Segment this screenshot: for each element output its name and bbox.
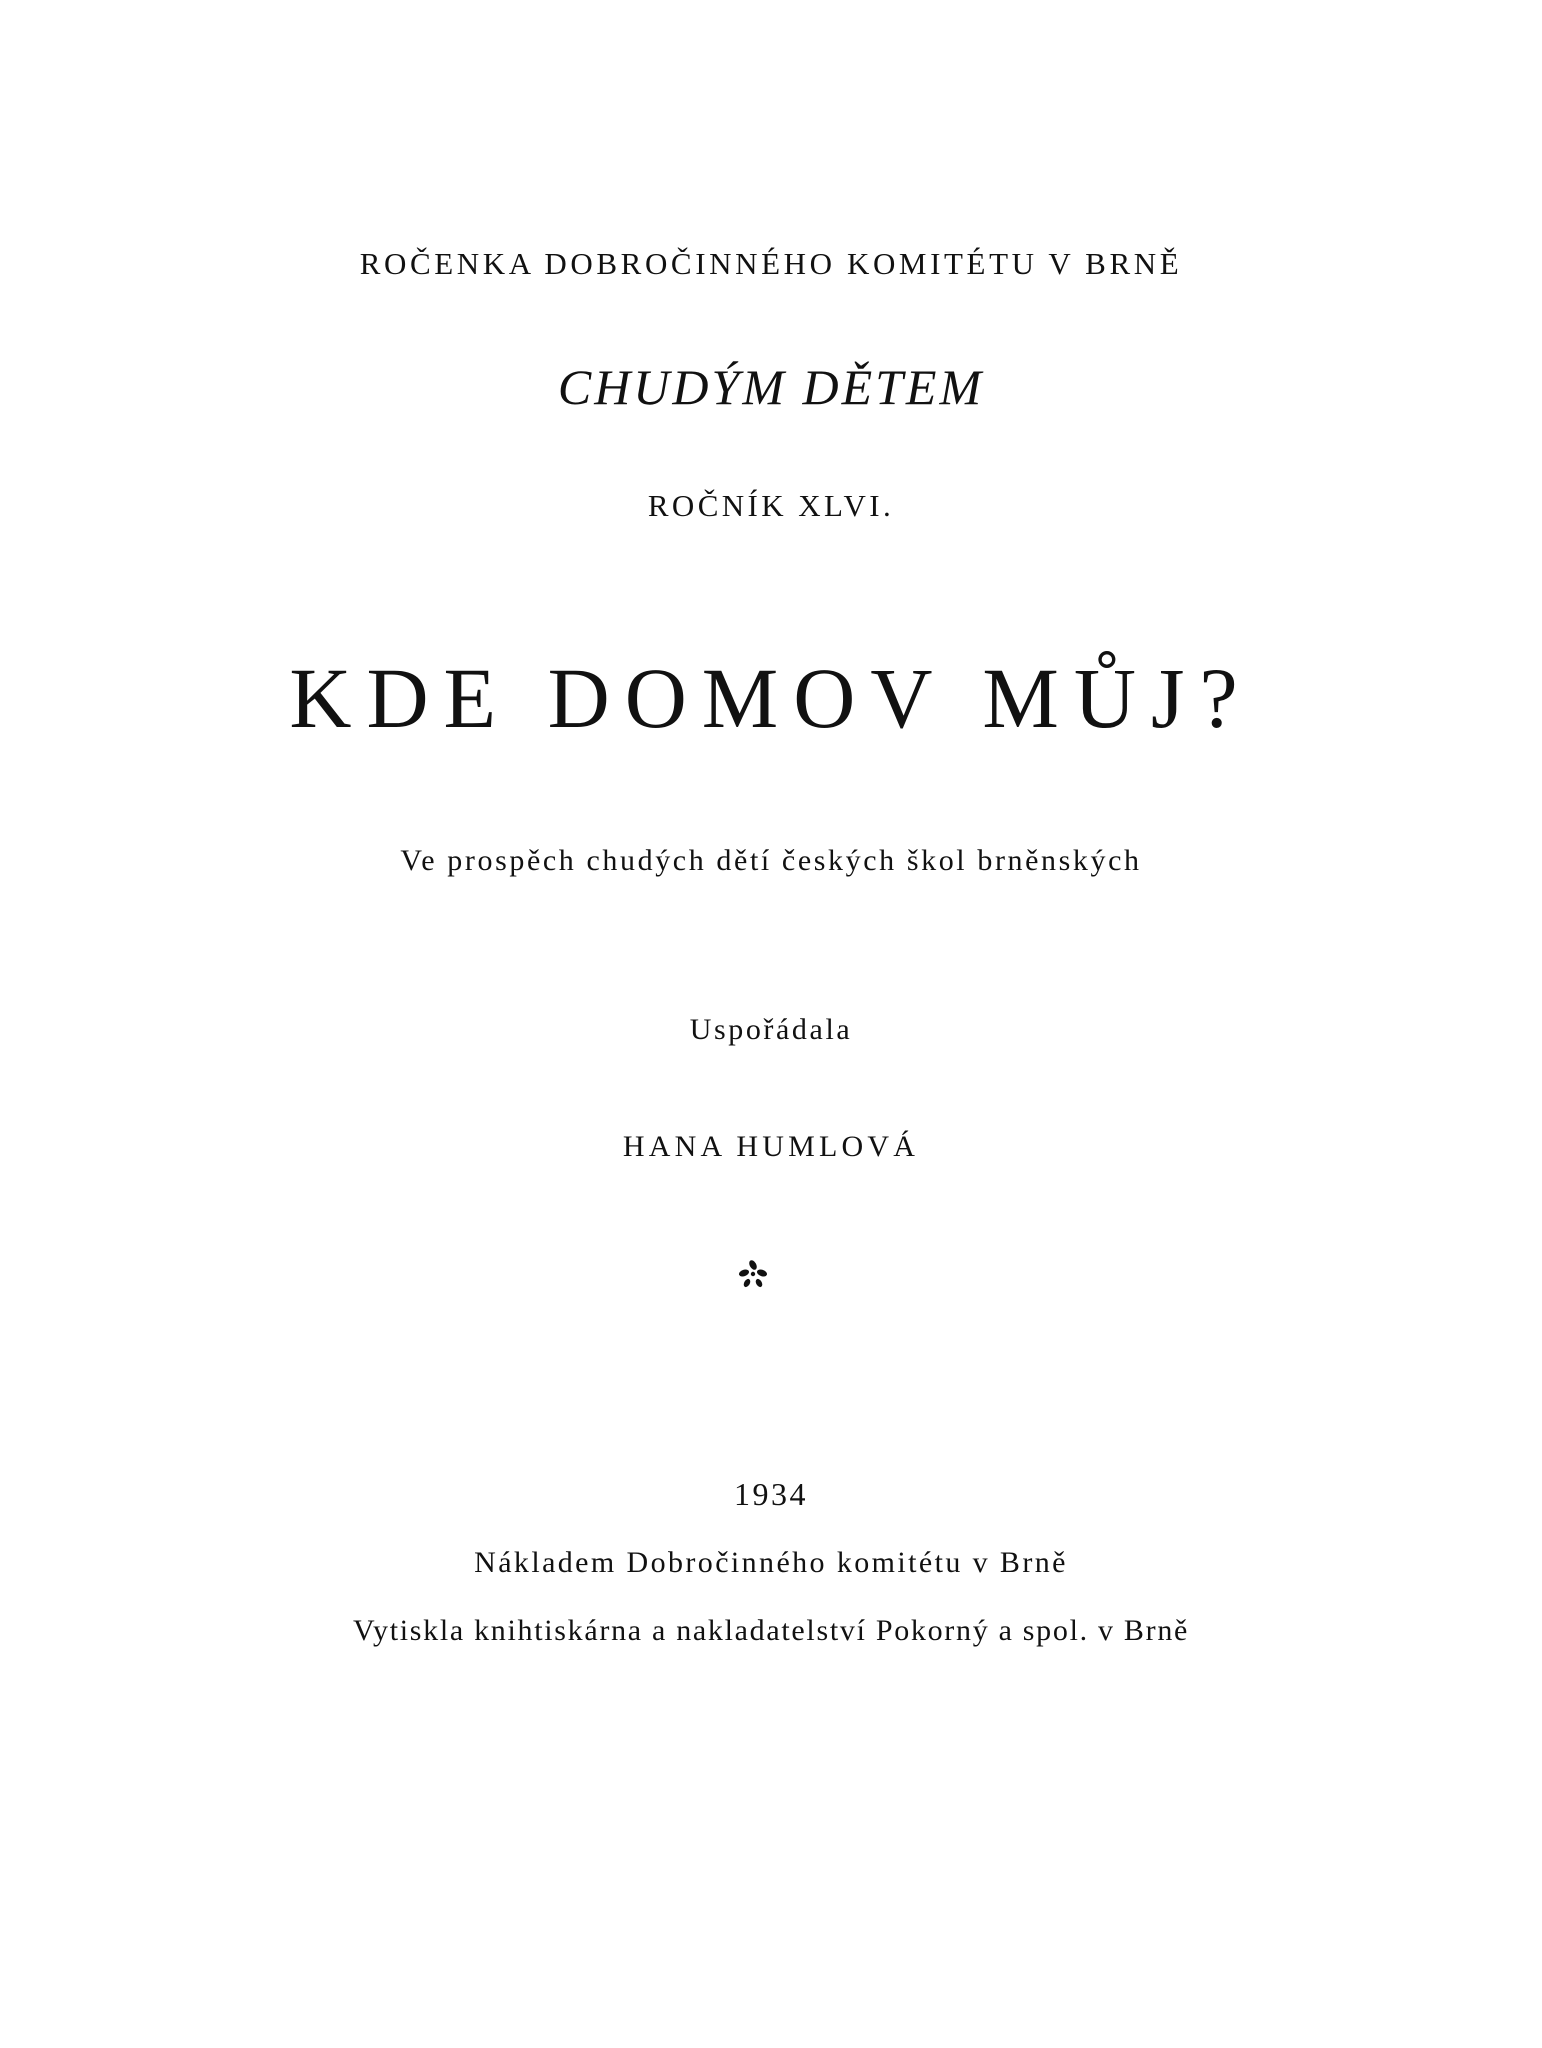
editor-name: HANA HUMLOVÁ bbox=[622, 1130, 920, 1163]
series-title: ROČENKA DOBROČINNÉHO KOMITÉTU V BRNĚ bbox=[359, 246, 1183, 281]
book-title: KDE DOMOV MŮJ? bbox=[289, 650, 1253, 746]
publication-year: 1934 bbox=[734, 1476, 808, 1512]
printer-line: Vytiskla knihtiskárna a nakladatelství Pokorný a spol. v Brně bbox=[352, 1614, 1190, 1647]
arranged-by-label: Uspořádala bbox=[689, 1013, 853, 1046]
volume-number: ROČNÍK XLVI. bbox=[647, 488, 895, 523]
asterism-ornament-icon bbox=[735, 1256, 771, 1292]
subtitle: CHUDÝM DĚTEM bbox=[557, 359, 985, 415]
purpose-line: Ve prospěch chudých dětí českých škol brněnských bbox=[400, 844, 1142, 877]
publisher-line: Nákladem Dobročinného komitétu v Brně bbox=[474, 1546, 1068, 1579]
